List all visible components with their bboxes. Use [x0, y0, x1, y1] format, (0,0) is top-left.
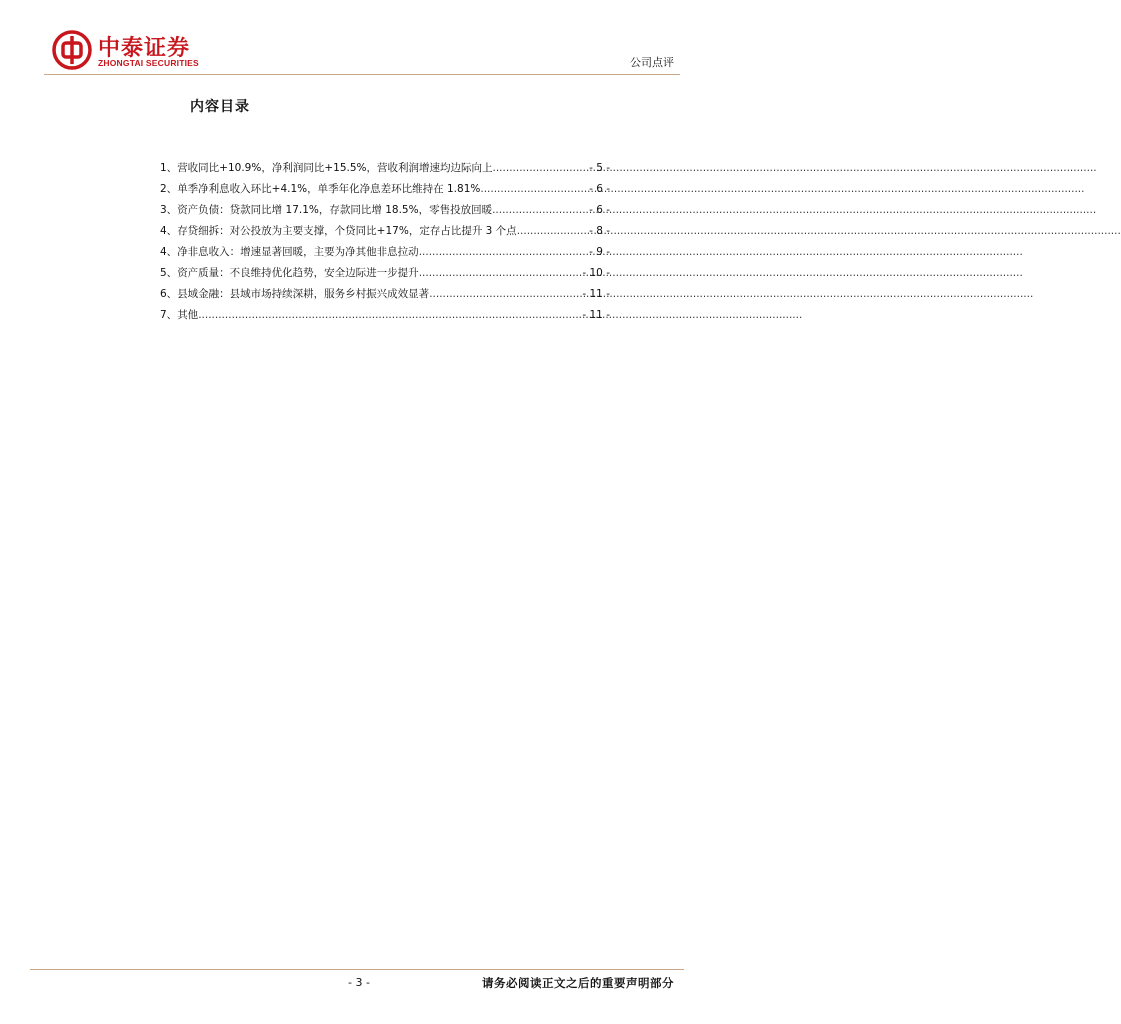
footer-divider: [30, 969, 684, 970]
logo-chinese-name: 中泰证券: [98, 36, 191, 61]
toc-leader-dots: [493, 162, 588, 174]
toc-item[interactable]: [160, 181, 610, 202]
toc-leader-dots: [419, 267, 581, 279]
toc-item-text[interactable]: 营收同比+10.9%，净利润同比+15.5%，营收利润增速均边际向上: [177, 162, 493, 174]
toc-item[interactable]: [160, 223, 610, 244]
toc-item[interactable]: [160, 307, 610, 328]
table-of-contents: [160, 160, 610, 328]
page-header: [0, 0, 724, 80]
toc-item-text[interactable]: 县域金融：县域市场持续深耕，服务乡村振兴成效显著: [177, 288, 430, 300]
disclaimer-note: 请务必阅读正文之后的重要声明部分: [482, 976, 674, 990]
toc-item-page[interactable]: - 11 -: [582, 288, 610, 300]
zhongtai-logo-icon: [52, 30, 92, 70]
toc-item-number: 6、: [160, 288, 178, 300]
toc-item-number: 2、: [160, 183, 178, 195]
toc-item-page[interactable]: - 10 -: [582, 267, 610, 279]
toc-item-text[interactable]: 资产负债：贷款同比增 17.1%，存款同比增 18.5%，零售投放回暖: [177, 204, 493, 216]
toc-item-number: 7、: [160, 309, 178, 321]
company-logo: [52, 30, 227, 72]
toc-leader-dots: [198, 309, 580, 321]
toc-item-number: 1、: [160, 162, 178, 174]
toc-item-text[interactable]: 资产质量：不良维持优化趋势，安全边际进一步提升: [177, 267, 419, 279]
document-type-label: 公司点评: [630, 56, 674, 69]
toc-item-page[interactable]: - 6 -: [589, 183, 610, 195]
toc-item-text[interactable]: 存贷细拆：对公投放为主要支撑，个贷同比+17%，定存占比提升 3 个点: [177, 225, 517, 237]
toc-leader-dots: [492, 204, 587, 216]
toc-item[interactable]: [160, 286, 610, 307]
toc-leader-dots: [480, 183, 587, 195]
toc-item-number: 4、: [160, 246, 178, 258]
toc-item-page[interactable]: - 5 -: [589, 162, 610, 174]
toc-leader-dots: [429, 288, 580, 300]
toc-leader-dots: [517, 225, 587, 237]
toc-item-text[interactable]: 其他: [177, 309, 199, 321]
toc-item-text[interactable]: 净非息收入：增速显著回暖，主要为净其他非息拉动: [177, 246, 419, 258]
toc-item[interactable]: [160, 265, 610, 286]
toc-item[interactable]: [160, 202, 610, 223]
toc-item-number: 3、: [160, 204, 178, 216]
toc-leader-dots: [419, 246, 587, 258]
toc-item-page[interactable]: - 6 -: [589, 204, 610, 216]
toc-item-page[interactable]: - 11 -: [582, 309, 610, 321]
toc-item-page[interactable]: - 9 -: [589, 246, 610, 258]
toc-item-page[interactable]: - 8 -: [589, 225, 610, 237]
header-divider: [44, 74, 680, 75]
toc-item-text[interactable]: 单季净利息收入环比+4.1%，单季年化净息差环比维持在 1.81%: [177, 183, 481, 195]
logo-english-name: ZHONGTAI SECURITIES: [98, 58, 199, 68]
toc-item-number: 5、: [160, 267, 178, 279]
toc-item[interactable]: [160, 160, 610, 181]
toc-title: 内容目录: [190, 99, 250, 115]
page-number: - 3 -: [348, 976, 370, 989]
toc-item[interactable]: [160, 244, 610, 265]
toc-item-number: 4、: [160, 225, 178, 237]
